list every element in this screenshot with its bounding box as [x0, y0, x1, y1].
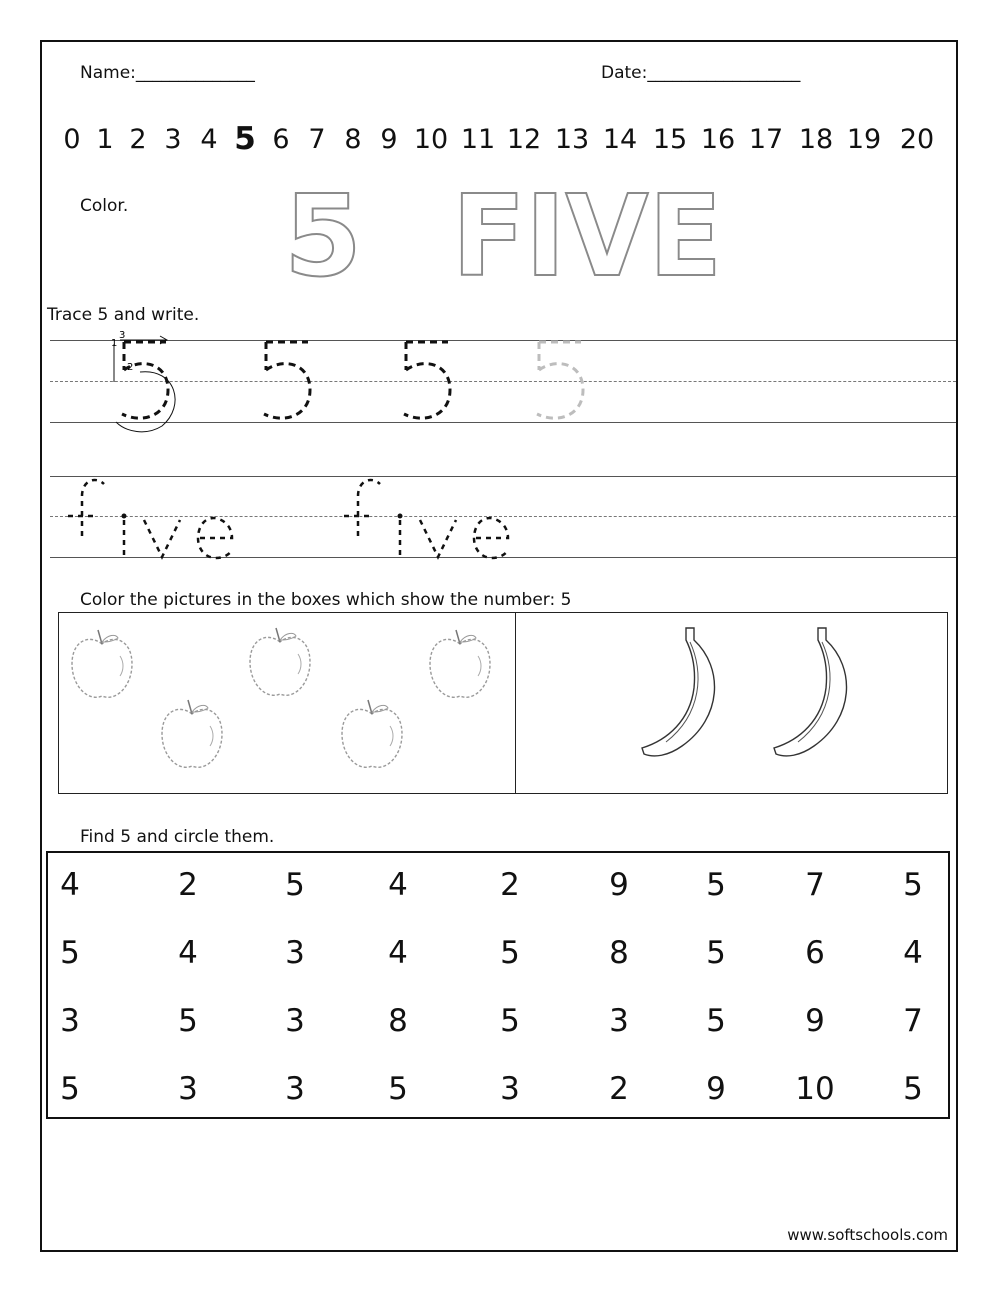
- apple-icon[interactable]: [250, 628, 310, 695]
- number-line-item: 19: [846, 124, 882, 155]
- number-line-item: 20: [899, 124, 935, 155]
- number-line-item: 3: [164, 124, 182, 155]
- number-line-item: 6: [272, 124, 290, 155]
- apple-icon[interactable]: [162, 700, 222, 767]
- grid-number[interactable]: 5: [706, 1003, 726, 1039]
- grid-number[interactable]: 4: [903, 935, 923, 971]
- faded-five[interactable]: [537, 342, 583, 418]
- color-instruction: Color.: [80, 196, 129, 216]
- grid-number[interactable]: 5: [388, 1071, 408, 1107]
- number-line-item: 9: [380, 124, 398, 155]
- grid-number[interactable]: 7: [903, 1003, 923, 1039]
- banana-icon[interactable]: [642, 628, 715, 756]
- grid-number[interactable]: 4: [178, 935, 198, 971]
- grid-number[interactable]: 3: [609, 1003, 629, 1039]
- grid-number[interactable]: 10: [795, 1071, 835, 1107]
- grid-number[interactable]: 3: [285, 1003, 305, 1039]
- grid-number[interactable]: 9: [706, 1071, 726, 1107]
- apple-icon[interactable]: [430, 630, 490, 697]
- number-line-item: 14: [602, 124, 638, 155]
- grid-number[interactable]: 3: [285, 1071, 305, 1107]
- number-line-item: 5: [234, 121, 256, 157]
- grid-number[interactable]: 5: [500, 935, 520, 971]
- grid-number[interactable]: 5: [60, 1071, 80, 1107]
- grid-number[interactable]: 5: [500, 1003, 520, 1039]
- stroke-number-2: 2: [127, 362, 134, 373]
- stroke-number-1: 1: [111, 338, 118, 349]
- number-line-item: 15: [652, 124, 688, 155]
- number-line-item: 0: [63, 124, 81, 155]
- grid-number[interactable]: 4: [388, 935, 408, 971]
- grid-number[interactable]: 8: [609, 935, 629, 971]
- apple-icon[interactable]: [342, 700, 402, 767]
- number-line-item: 1: [96, 124, 114, 155]
- outline-word[interactable]: FIVE: [452, 172, 722, 290]
- grid-number[interactable]: 5: [903, 867, 923, 903]
- date-field[interactable]: Date:__________________: [601, 63, 801, 83]
- number-line-item: 12: [506, 124, 542, 155]
- banana-icon[interactable]: [774, 628, 847, 756]
- grid-number[interactable]: 9: [805, 1003, 825, 1039]
- number-line: [62, 121, 942, 164]
- name-field[interactable]: Name:______________: [80, 63, 255, 83]
- grid-number[interactable]: 2: [178, 867, 198, 903]
- grid-number[interactable]: 5: [903, 1071, 923, 1107]
- outline-digit[interactable]: 5: [284, 172, 362, 290]
- grid-number[interactable]: 5: [706, 867, 726, 903]
- grid-number[interactable]: 4: [60, 867, 80, 903]
- grid-number[interactable]: 7: [805, 867, 825, 903]
- picture-art: [58, 612, 948, 794]
- grid-number[interactable]: 5: [60, 935, 80, 971]
- grid-number[interactable]: 3: [500, 1071, 520, 1107]
- grid-number[interactable]: 3: [285, 935, 305, 971]
- grid-number[interactable]: 5: [178, 1003, 198, 1039]
- footer-site: www.softschools.com: [787, 1226, 948, 1244]
- grid-number[interactable]: 5: [285, 867, 305, 903]
- number-line-item: 18: [798, 124, 834, 155]
- find-instruction: Find 5 and circle them.: [80, 827, 275, 847]
- grid-number[interactable]: 8: [388, 1003, 408, 1039]
- grid-number[interactable]: 5: [706, 935, 726, 971]
- grid-number[interactable]: 6: [805, 935, 825, 971]
- number-line-item: 8: [344, 124, 362, 155]
- traced-word-five[interactable]: [344, 480, 508, 558]
- traced-five-guided[interactable]: [122, 342, 168, 418]
- grid-number[interactable]: 3: [60, 1003, 80, 1039]
- grid-number[interactable]: 4: [388, 867, 408, 903]
- number-line-item: 16: [700, 124, 736, 155]
- number-line-item: 10: [413, 124, 449, 155]
- traced-five[interactable]: [404, 342, 450, 418]
- trace-instruction: Trace 5 and write.: [47, 305, 200, 325]
- grid-number[interactable]: 2: [500, 867, 520, 903]
- apple-icon[interactable]: [72, 630, 132, 697]
- outline-number-word: [270, 160, 740, 290]
- number-line-item: 2: [129, 124, 147, 155]
- traced-word-five[interactable]: [68, 480, 232, 558]
- grid-number[interactable]: 3: [178, 1071, 198, 1107]
- traced-five[interactable]: [264, 342, 310, 418]
- number-line-item: 17: [748, 124, 784, 155]
- number-line-item: 13: [554, 124, 590, 155]
- stroke-number-3: 3: [119, 330, 126, 341]
- pictures-instruction: Color the pictures in the boxes which show the number: 5: [80, 590, 572, 610]
- tracing-area[interactable]: [0, 320, 1000, 570]
- number-line-item: 11: [460, 124, 496, 155]
- number-grid: [46, 851, 950, 1119]
- number-line-item: 4: [200, 124, 218, 155]
- number-line-item: 7: [308, 124, 326, 155]
- grid-number[interactable]: 2: [609, 1071, 629, 1107]
- grid-number[interactable]: 9: [609, 867, 629, 903]
